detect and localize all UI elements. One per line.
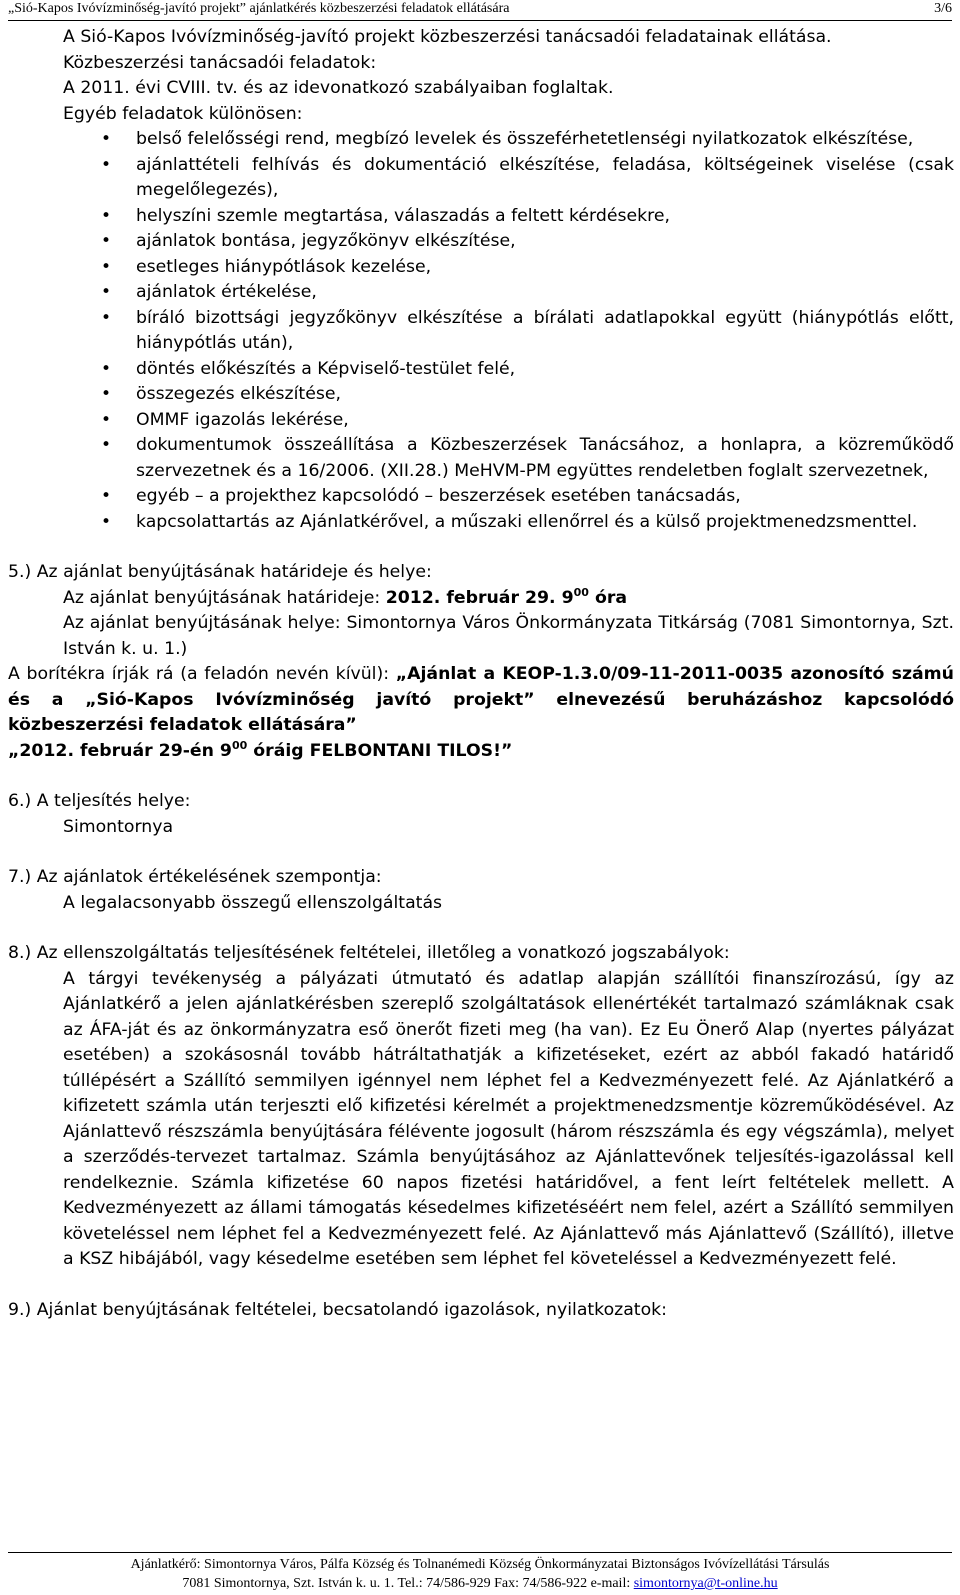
bullet-icon: • — [101, 435, 112, 455]
section-heading: 5.) Az ajánlat benyújtásának határideje és helye: — [8, 562, 432, 582]
place-line: Az ajánlat benyújtásának helye: Simontornya Város Önkormányzata Titkárság (7081 Simontornya, Szt. István k. u. 1.) — [63, 613, 954, 659]
list-item: • összegezés elkészítése, — [136, 382, 954, 408]
page-number: 3/6 — [934, 1, 952, 16]
bullet-icon: • — [101, 358, 112, 379]
list-item: • kapcsolattartás az Ajánlatkérővel, a műszaki ellenőrrel és a külső projektmenedzsmenttel. — [136, 510, 954, 536]
section-5 — [8, 560, 954, 764]
list-item: • dokumentumok összeállítása a Közbeszerzések Tanácsához, a honlapra, a közreműködő szervezetnek és a 16/2006. (XII.28.) MeHVM-PM együttes rendeletben foglalt szervezetnek, — [101, 435, 954, 481]
intro-block — [8, 25, 954, 127]
deadline-line: Az ajánlat benyújtásának határideje: 2012. február 29. $9^{00}$ óra — [63, 585, 628, 608]
list-item: • OMMF igazolás lekérése, — [136, 408, 954, 434]
list-item: • döntés előkészítés a Képviselő-testület felé, — [136, 357, 954, 383]
bullet-icon: • — [101, 511, 112, 532]
section-heading: 8.) Az ellenszolgáltatás teljesítésének feltételei, illetőleg a vonatkozó jogszabályok: — [8, 943, 730, 963]
page-footer — [8, 1552, 952, 1595]
envelope-instruction: A borítékra írják rá (a feladón nevén kívül): „Ajánlat a KEOP-1.3.0/09-11-2011-0035 azonosító számú és a „Sió-Kapos Ivóvízminőség javító projekt” elnevezésű beruházáshoz kapcsolódó közbeszerzési feladatok ellátására” — [8, 664, 954, 735]
bullet-icon: • — [101, 307, 112, 328]
list-item: • ajánlatok értékelése, — [136, 280, 954, 306]
section-heading: 6.) A teljesítés helye: — [8, 791, 191, 811]
list-item: • belső felelősségi rend, megbízó levelek és összeférhetetlenségi nyilatkozatok elkészítése, — [136, 127, 954, 153]
email-link[interactable]: simontornya@t-online.hu — [633, 1576, 778, 1591]
bullet-icon: • — [101, 231, 112, 251]
page-header — [8, 0, 952, 21]
section-9 — [8, 1298, 954, 1324]
list-item: • egyéb – a projekthez kapcsolódó – beszerzések esetében tanácsadás, — [136, 484, 954, 510]
bullet-icon: • — [101, 384, 112, 404]
section-value: A legalacsonyabb összegű ellenszolgáltatás — [63, 892, 443, 913]
list-item: • bíráló bizottsági jegyzőkönyv elkészítése a bírálati adatlapokkal együtt (hiánypótlás előtt, hiánypótlás után), — [101, 307, 954, 353]
bullet-icon: • — [101, 282, 112, 302]
header-title: „Sió-Kapos Ivóvízminőség-javító projekt” ajánlatkérés közbeszerzési feladatok ellátására — [8, 1, 510, 16]
intro-line-2: Közbeszerzési tanácsadói feladatok: — [63, 52, 377, 73]
intro-line-3: A 2011. évi CVIII. tv. és az idevonatkozó szabályaiban foglaltak. — [63, 78, 614, 98]
footer-line-2: 7081 Simontornya, Szt. István k. u. 1. Tel.: 74/586-929 Fax: 74/586-922 e-mail: simontornya@t-online.hu — [182, 1576, 778, 1591]
intro-line-4: Egyéb feladatok különösen: — [63, 103, 303, 124]
section-6 — [8, 789, 954, 840]
footer-line-1: Ajánlatkérő: Simontornya Város, Pálfa Község és Tolnanémedi Község Önkormányzatai Biztonságos Ivóvízellátási Társulás — [130, 1557, 830, 1572]
list-item: • esetleges hiánypótlások kezelése, — [136, 255, 954, 281]
payment-terms-paragraph: A tárgyi tevékenység a pályázati útmutató és adatlap alapján szállítói finanszírozású, így az Ajánlatkérő a jelen ajánlatkérésben szereplő szolgáltatások ellenértékét tartalmazó számláknak csak az ÁFA-ját és az önkormányzatra eső önerőt fizeti meg (ha van). Ez Eu Önerő Alap (nyertes pályázat esetében) a szokásosnál tovább hátráltathatják a kifizetéseket, ezért az abból fakadó határidő túllépésért a Szállító semmilyen igénnyel nem léphet fel a Kedvezményezett felé. Az Ajánlatkérő a kifizetett számla után terjeszti elő kifizetési kérelmét a projektmenedzsmentje közreműködésével. Az Ajánlattevő részszámla benyújtására félévente jogosult (három részszámla és egy végszámla), melyet a szerződés-tervezet tartalmaz. Számla benyújtásához az Ajánlattevőnek teljesítés-igazolással kell rendelkeznie. Számla kifizetése 60 napos fizetési határidővel, a fent leírt feltételek mellett. A Kedvezményezett az állami támogatás késedelmes kifizetéséért nem felel, azért a Szállító semmilyen követeléssel nem léphet fel a Kedvezményezett felé. Az Ajánlattevő más Ajánlattevő (Szállító), illetve a KSZ hibájából, vagy késedelme esetében sem léphet fel követeléssel a Kedvezményezett felé. — [63, 968, 954, 1269]
section-value: Simontornya — [63, 816, 174, 837]
bullet-icon: • — [101, 154, 112, 175]
section-8 — [8, 941, 954, 1273]
bullet-icon: • — [101, 205, 112, 226]
opening-warning: „2012. február 29-én $9^{00}$ óráig FELBONTANI TILOS!” — [8, 738, 513, 761]
task-list — [8, 127, 954, 535]
bullet-icon: • — [101, 486, 112, 506]
intro-line-1: A Sió-Kapos Ivóvízminőség-javító projekt közbeszerzési tanácsadói feladatainak ellátása. — [63, 27, 832, 47]
list-item: • helyszíni szemle megtartása, válaszadás a feltett kérdésekre, — [136, 204, 954, 230]
list-item: • ajánlatok bontása, jegyzőkönyv elkészítése, — [136, 229, 954, 255]
section-7 — [8, 865, 954, 916]
list-item: • ajánlattételi felhívás és dokumentáció elkészítése, feladása, költségeinek viselése (csak megelőlegezés), — [101, 154, 954, 200]
bullet-icon: • — [101, 129, 112, 149]
document-body — [8, 25, 954, 1323]
bullet-icon: • — [101, 256, 112, 277]
bullet-icon: • — [101, 409, 112, 430]
section-heading: 7.) Az ajánlatok értékelésének szempontja: — [8, 867, 382, 887]
section-heading: 9.) Ajánlat benyújtásának feltételei, becsatolandó igazolások, nyilatkozatok: — [8, 1299, 667, 1320]
